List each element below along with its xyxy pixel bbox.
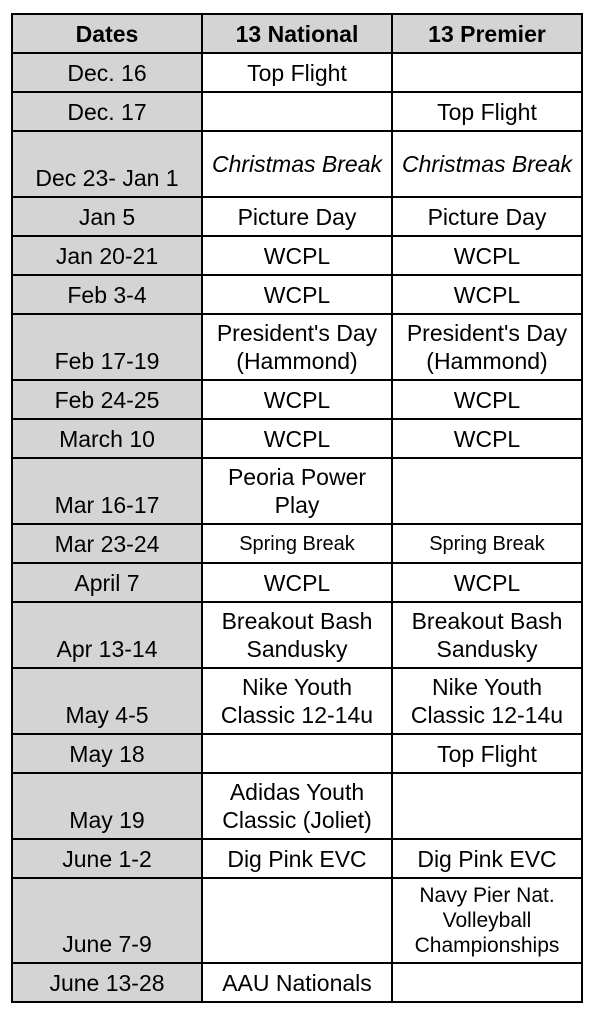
- premier-event-cell: Dig Pink EVC: [392, 839, 582, 878]
- premier-event-cell: [392, 963, 582, 1002]
- national-event-cell: AAU Nationals: [202, 963, 392, 1002]
- header-13-national: 13 National: [202, 14, 392, 53]
- premier-event-cell: WCPL: [392, 380, 582, 419]
- premier-event-cell: Breakout Bash Sandusky: [392, 602, 582, 668]
- table-row: [12, 197, 582, 236]
- header-row: [12, 14, 582, 53]
- date-cell: June 7-9: [12, 878, 202, 963]
- table-row: [12, 92, 582, 131]
- table-row: [12, 773, 582, 839]
- premier-event-cell: WCPL: [392, 563, 582, 602]
- premier-event-cell: President's Day (Hammond): [392, 314, 582, 380]
- schedule-table: [11, 13, 583, 1003]
- premier-event-cell: Picture Day: [392, 197, 582, 236]
- table-row: [12, 314, 582, 380]
- national-event-cell: Top Flight: [202, 53, 392, 92]
- date-cell: Feb 3-4: [12, 275, 202, 314]
- national-event-cell: WCPL: [202, 419, 392, 458]
- national-event-cell: WCPL: [202, 275, 392, 314]
- table-row: [12, 563, 582, 602]
- national-event-cell: Picture Day: [202, 197, 392, 236]
- premier-event-cell: Top Flight: [392, 92, 582, 131]
- national-event-cell: Nike Youth Classic 12-14u: [202, 668, 392, 734]
- national-event-cell: WCPL: [202, 380, 392, 419]
- date-cell: Mar 16-17: [12, 458, 202, 524]
- national-event-cell: [202, 92, 392, 131]
- date-cell: May 4-5: [12, 668, 202, 734]
- premier-event-cell: Top Flight: [392, 734, 582, 773]
- table-row: [12, 668, 582, 734]
- table-row: [12, 734, 582, 773]
- table-body: [12, 53, 582, 1002]
- table-row: [12, 53, 582, 92]
- premier-event-cell: Nike Youth Classic 12-14u: [392, 668, 582, 734]
- national-event-cell: Spring Break: [202, 524, 392, 563]
- national-event-cell: Dig Pink EVC: [202, 839, 392, 878]
- table-row: [12, 524, 582, 563]
- table-row: [12, 131, 582, 197]
- national-event-cell: Peoria Power Play: [202, 458, 392, 524]
- date-cell: Dec. 16: [12, 53, 202, 92]
- date-cell: Feb 17-19: [12, 314, 202, 380]
- table-row: [12, 419, 582, 458]
- table-row: [12, 839, 582, 878]
- national-event-cell: Adidas Youth Classic (Joliet): [202, 773, 392, 839]
- header-dates: Dates: [12, 14, 202, 53]
- national-event-cell: WCPL: [202, 563, 392, 602]
- premier-event-cell: Spring Break: [392, 524, 582, 563]
- table-row: [12, 602, 582, 668]
- date-cell: Dec 23- Jan 1: [12, 131, 202, 197]
- national-event-cell: [202, 878, 392, 963]
- date-cell: Jan 5: [12, 197, 202, 236]
- table-row: [12, 878, 582, 963]
- date-cell: April 7: [12, 563, 202, 602]
- premier-event-cell: WCPL: [392, 236, 582, 275]
- national-event-cell: [202, 734, 392, 773]
- premier-event-cell: Navy Pier Nat. Volleyball Championships: [392, 878, 582, 963]
- table-row: [12, 236, 582, 275]
- table-row: [12, 275, 582, 314]
- national-event-cell: Christmas Break: [202, 131, 392, 197]
- date-cell: Mar 23-24: [12, 524, 202, 563]
- date-cell: June 13-28: [12, 963, 202, 1002]
- date-cell: Dec. 17: [12, 92, 202, 131]
- premier-event-cell: [392, 458, 582, 524]
- date-cell: Feb 24-25: [12, 380, 202, 419]
- date-cell: May 18: [12, 734, 202, 773]
- table-row: [12, 380, 582, 419]
- date-cell: Apr 13-14: [12, 602, 202, 668]
- national-event-cell: President's Day (Hammond): [202, 314, 392, 380]
- premier-event-cell: Christmas Break: [392, 131, 582, 197]
- premier-event-cell: WCPL: [392, 275, 582, 314]
- date-cell: Jan 20-21: [12, 236, 202, 275]
- table-row: [12, 963, 582, 1002]
- header-13-premier: 13 Premier: [392, 14, 582, 53]
- national-event-cell: Breakout Bash Sandusky: [202, 602, 392, 668]
- table-row: [12, 458, 582, 524]
- premier-event-cell: WCPL: [392, 419, 582, 458]
- premier-event-cell: [392, 53, 582, 92]
- national-event-cell: WCPL: [202, 236, 392, 275]
- date-cell: June 1-2: [12, 839, 202, 878]
- date-cell: May 19: [12, 773, 202, 839]
- date-cell: March 10: [12, 419, 202, 458]
- premier-event-cell: [392, 773, 582, 839]
- table-header: [12, 14, 582, 53]
